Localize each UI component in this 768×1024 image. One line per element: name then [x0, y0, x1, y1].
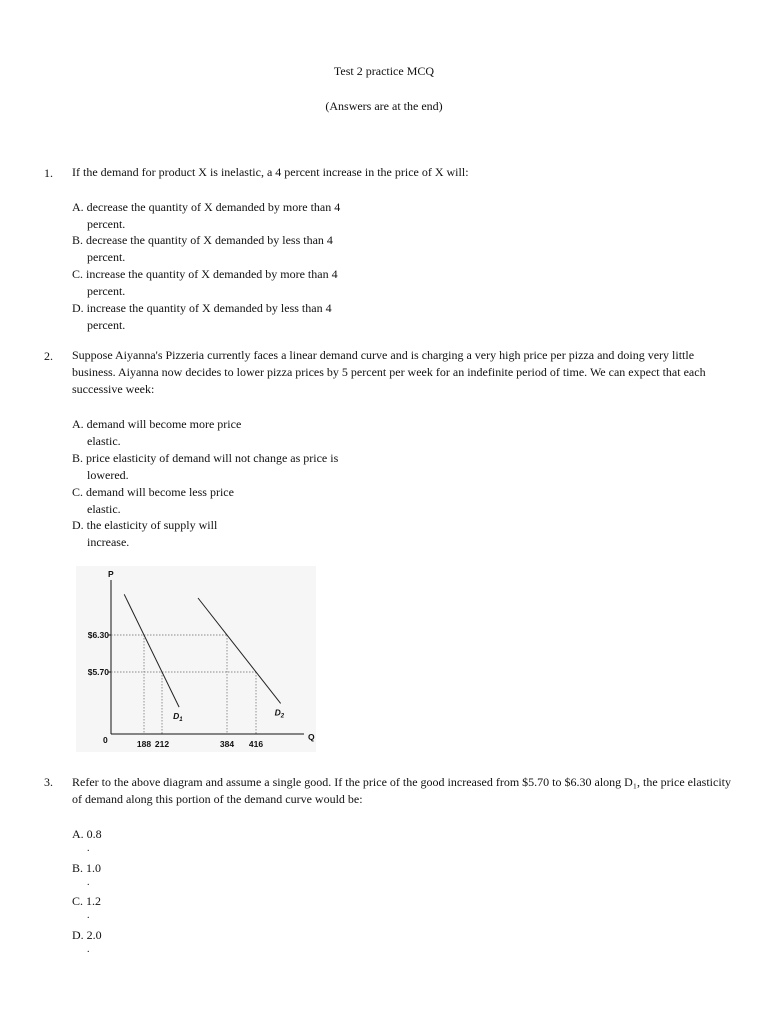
- x-tick-label: 384: [219, 739, 235, 749]
- question-2-option-b: [72, 450, 372, 484]
- x-tick-label: 188: [136, 739, 152, 749]
- option-text-continued: percent.: [87, 318, 126, 332]
- question-3-text: Refer to the above diagram and assume a single good. If the price of the good increased from $5.70 to $6.30 along D₁, the price elasticity of demand along this portion of the demand curve would be:: [72, 775, 731, 806]
- option-dot: .: [87, 843, 90, 854]
- question-3-option-d: [72, 927, 102, 956]
- curve-label-d1: $D_1$: [173, 711, 183, 724]
- question-1-option-c: [72, 266, 372, 300]
- origin-label: 0: [103, 735, 108, 745]
- option-label: B. 1.0: [72, 861, 102, 875]
- question-1-number: 1.: [44, 166, 53, 180]
- question-2-number: 2.: [44, 349, 53, 363]
- curve-label-d2: $D_2$: [274, 707, 285, 720]
- page-subtitle: (Answers are at the end): [325, 99, 443, 113]
- page-title: Test 2 practice MCQ: [333, 64, 435, 78]
- demand-curve-d1: [124, 594, 179, 707]
- option-dot: .: [87, 877, 90, 888]
- option-label: C. 1.2: [72, 894, 102, 908]
- y-tick-label: $6.30: [87, 630, 109, 640]
- option-label: A. 0.8: [72, 827, 102, 841]
- question-3-number: 3.: [44, 775, 53, 789]
- x-tick-label: 212: [154, 739, 170, 749]
- question-3-option-a: [72, 826, 102, 855]
- question-3-option-c: [72, 893, 101, 922]
- question-2-option-d: [72, 517, 372, 551]
- question-1-text: If the demand for product X is inelastic, a 4 percent increase in the price of X will:: [72, 165, 469, 179]
- option-text-continued: percent.: [87, 284, 126, 298]
- option-label: D. 2.0: [72, 928, 102, 942]
- option-text: A. demand will become more price: [72, 417, 242, 431]
- x-axis-label: Q: [308, 732, 315, 742]
- question-2-option-a: [72, 416, 372, 450]
- demand-chart-svg: [76, 566, 316, 752]
- option-dot: .: [87, 910, 90, 921]
- option-text: C. increase the quantity of X demanded by more than 4: [72, 267, 338, 281]
- option-text: C. demand will become less price: [72, 485, 234, 499]
- option-text: A. decrease the quantity of X demanded by more than 4: [72, 200, 341, 214]
- option-text-continued: elastic.: [87, 434, 121, 448]
- y-axis-label: P: [108, 569, 114, 579]
- y-tick-label: $5.70: [87, 667, 109, 677]
- option-text: B. decrease the quantity of X demanded by less than 4: [72, 233, 333, 247]
- option-text-continued: elastic.: [87, 502, 121, 516]
- demand-curve-diagram: [76, 566, 316, 752]
- option-text: D. the elasticity of supply will: [72, 518, 218, 532]
- option-text-continued: increase.: [87, 535, 130, 549]
- question-1-option-d: [72, 300, 372, 334]
- question-2-option-c: [72, 484, 372, 518]
- question-2-text: Suppose Aiyanna's Pizzeria currently faces a linear demand curve and is charging a very high price per pizza and doing very little business. Aiyanna now decides to lower pizza prices by 5 percent per week for an indefinite period of time. We can expect that each successive week:: [72, 348, 706, 396]
- question-1-option-b: [72, 232, 372, 266]
- option-dot: .: [87, 944, 90, 955]
- question-1-option-a: [72, 199, 372, 233]
- option-text: B. price elasticity of demand will not change as price is: [72, 451, 339, 465]
- option-text: D. increase the quantity of X demanded by less than 4: [72, 301, 332, 315]
- x-tick-label: 416: [248, 739, 264, 749]
- question-3-option-b: [72, 860, 101, 889]
- option-text-continued: lowered.: [87, 468, 129, 482]
- option-text-continued: percent.: [87, 250, 126, 264]
- option-text-continued: percent.: [87, 217, 126, 231]
- demand-curve-d2: [198, 598, 281, 703]
